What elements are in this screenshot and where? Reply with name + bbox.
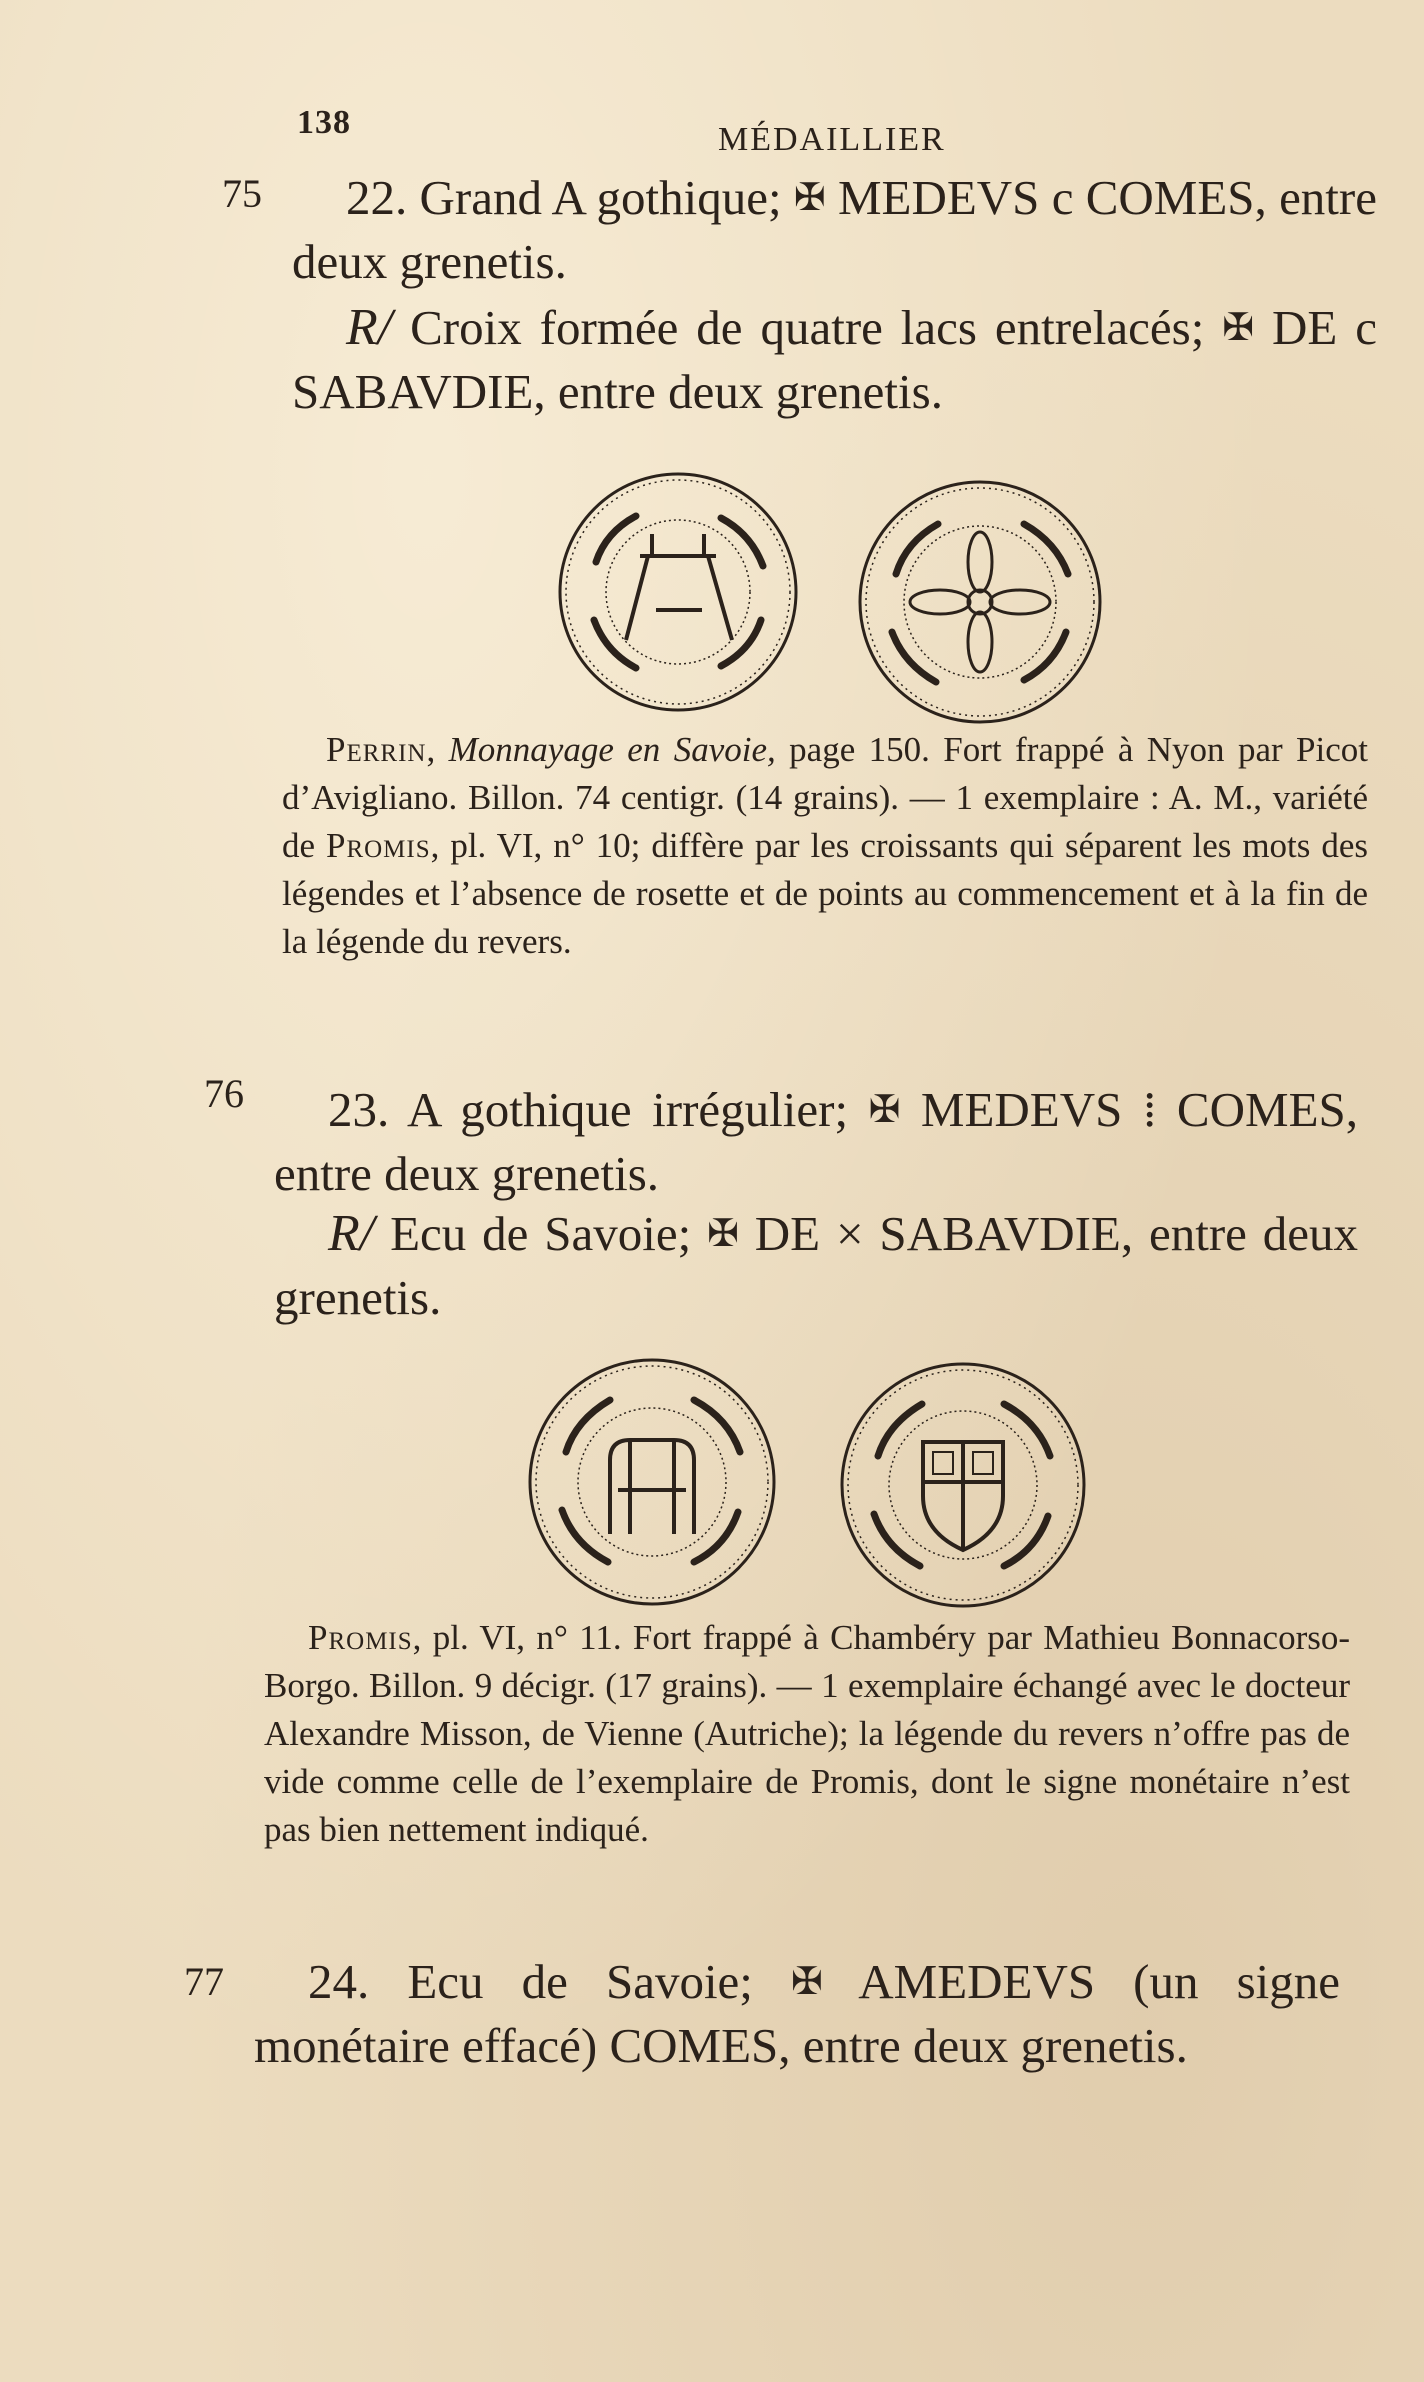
page-number: 138 bbox=[297, 104, 351, 141]
reverse-legend: DE × SABAVDIE, entre deux grenetis. bbox=[274, 1206, 1358, 1325]
cross-pattee-icon: ✠ bbox=[791, 1961, 823, 2003]
cross-pattee-icon: ✠ bbox=[707, 1213, 739, 1255]
note-reference: Promis bbox=[325, 826, 431, 865]
note-separator: , bbox=[426, 730, 449, 769]
reverse-legend: DE c SABAVDIE, entre deux grenetis. bbox=[292, 300, 1377, 419]
coin-reverse-illustration bbox=[838, 1360, 1088, 1610]
reverse-description bbox=[274, 1202, 1358, 1330]
obverse-lead: 24. Ecu de Savoie; bbox=[308, 1954, 792, 2009]
obverse-legend: MEDEVS c COMES, entre deux grenetis. bbox=[292, 170, 1377, 289]
obverse-lead: 22. Grand A gothique; bbox=[346, 170, 794, 225]
entry-number: 75 bbox=[222, 171, 262, 216]
coin-obverse-illustration bbox=[526, 1356, 778, 1608]
entry-number: 77 bbox=[184, 1959, 224, 2004]
obverse-description bbox=[254, 1950, 1340, 2078]
cross-pattee-icon: ✠ bbox=[793, 177, 826, 219]
cross-pattee-icon: ✠ bbox=[868, 1089, 901, 1131]
obverse-lead: 23. A gothique irrégulier; bbox=[328, 1082, 869, 1137]
coin-obverse-illustration bbox=[556, 470, 801, 715]
note-reference: Promis bbox=[308, 1618, 413, 1657]
obverse-description bbox=[292, 166, 1377, 294]
reverse-description bbox=[292, 296, 1377, 424]
running-head: MÉDAILLIER bbox=[718, 121, 946, 158]
entry-number: 76 bbox=[204, 1071, 244, 1116]
bibliographic-note bbox=[282, 726, 1368, 966]
coin-reverse-illustration bbox=[856, 478, 1104, 726]
reverse-lead: Croix formée de quatre lacs entrelacés; bbox=[392, 300, 1223, 355]
reverse-mark: R/ bbox=[346, 299, 393, 356]
obverse-legend: AMEDEVS (un signe monétaire effacé) COMES, entre deux grenetis. bbox=[254, 1954, 1341, 2073]
reverse-lead: Ecu de Savoie; bbox=[374, 1206, 708, 1261]
note-text-continued: , pl. VI, n° 10; diffère par les croissants qui séparent les mots des légendes et l’absence de rosette et de points au commencement et à la fin de la légende du revers. bbox=[282, 826, 1368, 961]
note-work-title: Monnayage en Savoie, bbox=[448, 730, 776, 769]
note-author: Perrin bbox=[326, 730, 427, 769]
bibliographic-note bbox=[264, 1614, 1350, 1854]
reverse-mark: R/ bbox=[328, 1205, 375, 1262]
obverse-legend: MEDEVS ⁞ COMES, entre deux grenetis. bbox=[274, 1082, 1359, 1201]
obverse-description bbox=[274, 1078, 1358, 1206]
cross-pattee-icon: ✠ bbox=[1222, 307, 1255, 349]
note-text: page 150. Fort frappé à Nyon par Picot d’Avigliano. Billon. 74 centigr. (14 grains). — 1 exemplaire : A. M., variété de bbox=[282, 730, 1368, 865]
note-text: , pl. VI, n° 11. Fort frappé à Chambéry par Mathieu Bonnacorso-Borgo. Billon. 9 décigr. (17 grains). — 1 exemplaire échangé avec le docteur Alexandre Misson, de Vienne (Autriche); la légende du revers n’offre pas de vide comme celle de l’exemplaire de Promis, dont le signe monétaire n’est pas bien nettement indiqué. bbox=[264, 1618, 1350, 1849]
